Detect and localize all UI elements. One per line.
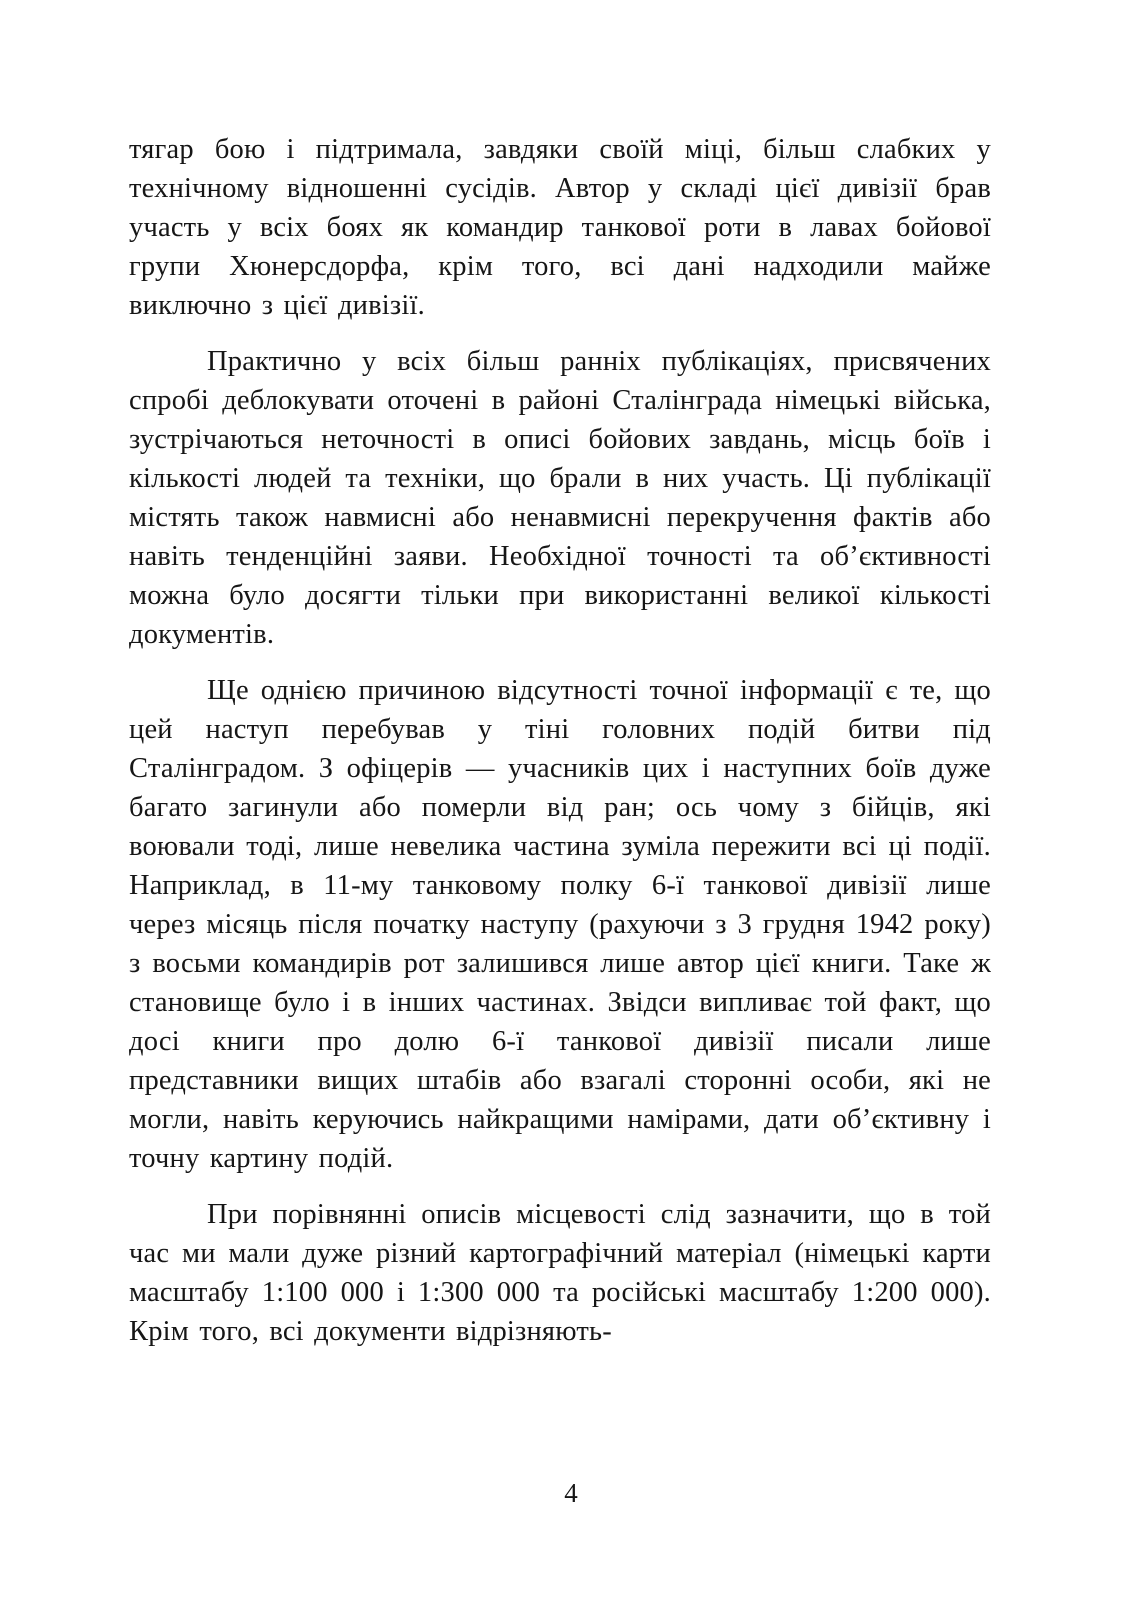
paragraph: При порівнянні описів місцевості слід зазначити, що в той час ми мали дуже різний картографічний матеріал (німецькі карти масштабу 1:100 000 і 1:300 000 та російські масштабу 1:200 000). Крім того, всі документи відрізняють- [129,1199,991,1347]
paragraph: Ще однією причиною відсутності точної інформації є те, що цей наступ перебував у тіні головних подій битви під Сталінградом. З офіцерів — учасників цих і наступних боїв дуже багато загинули або померли від ран; ось чому з бійців, які воювали тоді, лише невелика частина зуміла пережити всі ці події. Наприклад, в 11-му танковому полку 6-ї танкової дивізії лише через місяць після початку наступу (рахуючи з 3 грудня 1942 року) з восьми командирів рот залишився лише автор цієї книги. Таке ж становище було і в інших частинах. Звідси випливає той факт, що досі книги про долю 6-ї танкової дивізії писали лише представники вищих штабів або взагалі сторонні особи, які не могли, навіть керуючись найкращими намірами, дати об’єктивну і точну картину подій. [129,675,991,1174]
text-block [129,130,991,1368]
page-number: 4 [564,1478,578,1508]
paragraph-continuation: тягар бою і підтримала, завдяки своїй міці, більш слабких у технічному відношенні сусідів. Автор у складі цієї дивізії брав участь у всіх боях як командир танкової роти в лавах бойової групи Хюнерсдорфа, крім того, всі дані надходили майже виключно з цієї дивізії. [129,134,991,321]
paragraph: Практично у всіх більш ранніх публікаціях, присвячених спробі деблокувати оточені в районі Сталінграда німецькі війська, зустрічаються неточності в описі бойових завдань, місць боїв і кількості людей та техніки, що брали в них участь. Ці публікації містять також навмисні або ненавмисні перекручення фактів або навіть тенденційні заяви. Необхідної точності та об’єктивності можна було досягти тільки при використанні великої кількості документів. [129,346,991,650]
